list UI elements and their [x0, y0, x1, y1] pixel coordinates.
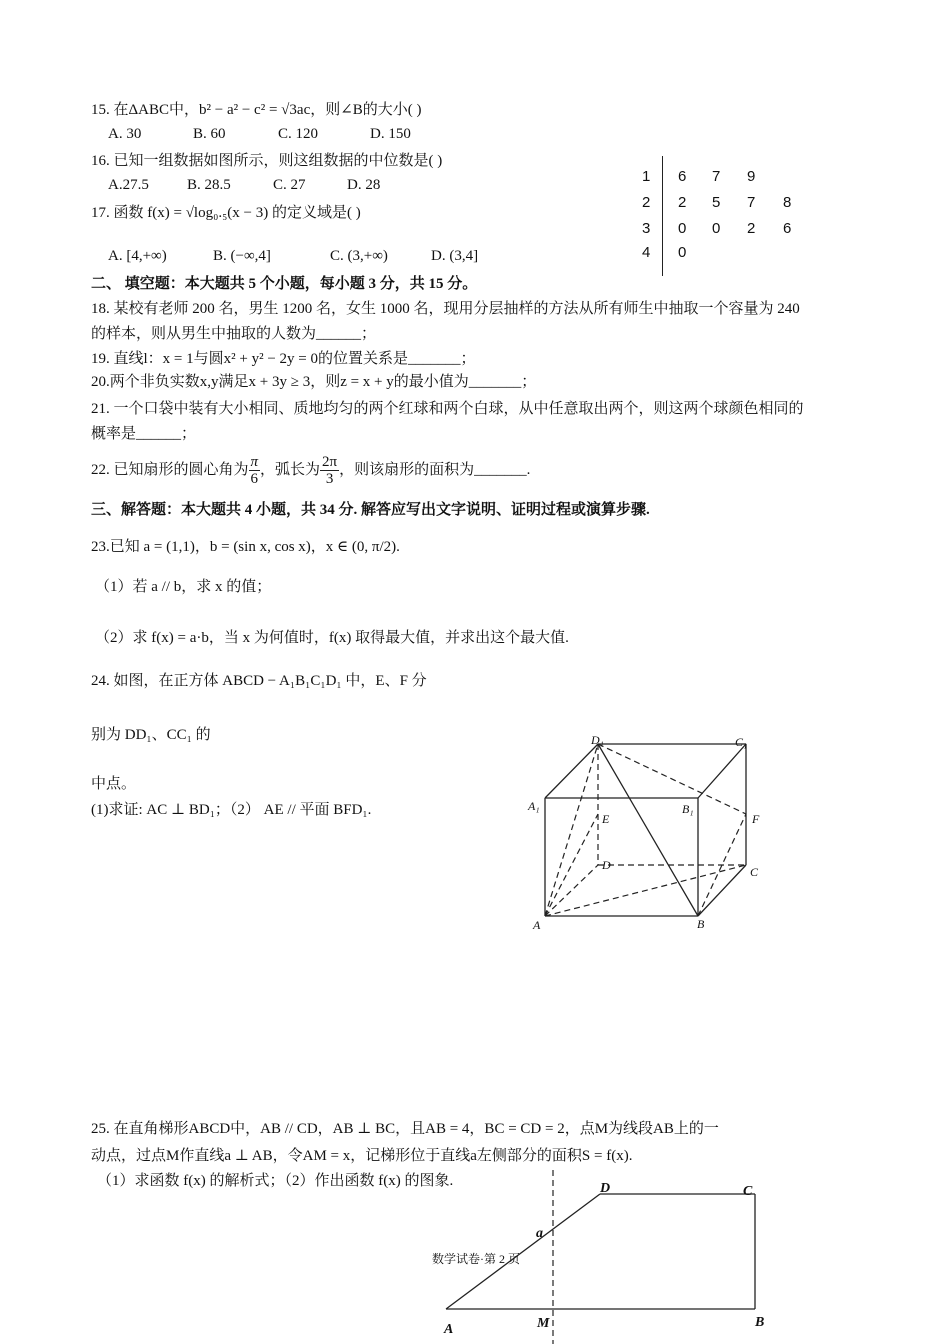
q16-option-a: A.27.5	[108, 177, 149, 193]
leaf-value: 0	[678, 220, 687, 237]
stem-value: 1	[642, 168, 651, 185]
q24-line4: (1)求证: AC ⊥ BD₁；（2） AE // 平面 BFD₁.	[91, 802, 372, 818]
q21-text: 21. 一个口袋中装有大小相同、质地均匀的两个红球和两个白球，从中任意取出两个，则这两个球颜色相同的概率是______；	[91, 401, 804, 442]
label-c: C	[743, 1184, 753, 1199]
leaf-value: 7	[712, 168, 721, 185]
q16-option-c: C. 27	[273, 177, 306, 193]
edge-a-d	[545, 865, 598, 916]
q24-line3: 中点。	[91, 776, 137, 792]
page-footer: 数学试卷·第 2 页	[432, 1252, 520, 1266]
q17-option-b: B. (−∞,4]	[213, 248, 271, 264]
diagonal-a-c	[545, 865, 746, 916]
q23-part2: （2）求 f(x) = a·b，当 x 为何值时，f(x) 取得最大值，并求出这个最大值.	[95, 630, 569, 646]
label-a-line: a	[536, 1226, 543, 1241]
q15-option-b: B. 60	[193, 126, 226, 142]
segment-d1-f	[598, 744, 746, 814]
q17-text: 17. 函数 f(x) = √log₀.₅(x − 3) 的定义域是( )	[91, 205, 361, 221]
q25-text2: 动点，过点M作直线a ⊥ AB，令AM = x，记梯形位于直线a左侧部分的面积S = f(x).	[91, 1148, 633, 1164]
q22-angle-fraction	[249, 454, 261, 487]
q22-text	[91, 452, 530, 488]
q22-angle-numerator: π	[250, 454, 259, 471]
stem-row-4	[630, 244, 830, 270]
leaf-value: 5	[712, 194, 721, 211]
q22-arc-denominator: 3	[325, 471, 334, 488]
q17-option-c: C. (3,+∞)	[330, 248, 388, 264]
q20-text: 20.两个非负实数x,y满足x + 3y ≥ 3，则z = x + y的最小值为_______；	[91, 374, 537, 390]
label-a: A	[444, 1322, 454, 1337]
stem-row-3	[630, 220, 830, 246]
label-b: B	[697, 917, 705, 931]
label-d1: D₁	[591, 733, 604, 747]
stem-value: 3	[642, 220, 651, 237]
q15-option-c: C. 120	[278, 126, 319, 142]
leaf-value: 0	[678, 244, 687, 261]
label-b1: B₁	[682, 802, 694, 816]
q22-mid: ，弧长为	[260, 462, 321, 478]
stem-value: 2	[642, 194, 651, 211]
leaf-value: 6	[783, 220, 792, 237]
stem-value: 4	[642, 244, 651, 261]
q18-text: 18. 某校有老师 200 名，男生 1200 名，女生 1000 名，现用分层抽样的方法从所有师生中抽取一个容量为 240 的样本，则从男生中抽取的人数为______；	[91, 301, 800, 342]
q22-arc-fraction	[320, 454, 339, 487]
q17-option-d: D. (3,4]	[431, 248, 479, 264]
q15-options	[108, 126, 411, 143]
label-b: B	[755, 1315, 765, 1330]
stem-row-2	[630, 194, 830, 220]
section-3-heading: 三、解答题：本大题共 4 小题，共 34 分. 解答应写出文字说明、证明过程或演算步骤.	[91, 502, 650, 518]
label-f: F	[752, 812, 760, 826]
label-c: C	[750, 865, 759, 879]
q17-option-a: A. [4,+∞)	[108, 248, 167, 264]
section-2-heading: 二、 填空题：本大题共 5 个小题，每小题 3 分，共 15 分。	[91, 276, 478, 292]
stem-leaf-plot	[630, 152, 830, 277]
q17-options	[108, 248, 478, 265]
q16-option-b: B. 28.5	[187, 177, 231, 193]
q16-options	[108, 177, 380, 194]
stem-row-1	[630, 168, 830, 194]
label-e: E	[602, 812, 610, 826]
q16-option-d: D. 28	[347, 177, 381, 193]
diagonal-a-d1	[545, 744, 598, 916]
label-c1: C₁	[735, 735, 748, 749]
q24-line2: 别为 DD₁、CC₁ 的	[91, 727, 211, 743]
q24-line1: 24. 如图，在正方体 ABCD − A₁B₁C₁D₁ 中，E、F 分	[91, 673, 427, 689]
label-d: D	[602, 858, 611, 872]
q15-text: 15. 在ΔABC中，b² − a² − c² = √3ac，则∠B的大小( )	[91, 102, 422, 118]
q15-option-a: A. 30	[108, 126, 142, 142]
q19-text: 19. 直线l：x = 1与圆x² + y² − 2y = 0的位置关系是_______；	[91, 351, 476, 367]
leaf-value: 2	[747, 220, 756, 237]
q23-part1: （1）若 a // b，求 x 的值；	[95, 579, 272, 595]
leaf-value: 0	[712, 220, 721, 237]
q25-text1: 25. 在直角梯形ABCD中，AB // CD，AB ⊥ BC，且AB = 4，BC = CD = 2，点M为线段AB上的一	[91, 1121, 719, 1137]
q25-text3: （1）求函数 f(x) 的解析式；（2）作出函数 f(x) 的图象.	[97, 1173, 454, 1189]
q22-pre: 22. 已知扇形的圆心角为	[91, 462, 249, 478]
leaf-value: 9	[747, 168, 756, 185]
q15-option-d: D. 150	[370, 126, 411, 142]
label-a: A	[533, 918, 541, 932]
leaf-value: 8	[783, 194, 792, 211]
leaf-value: 7	[747, 194, 756, 211]
label-m: M	[537, 1316, 550, 1331]
label-d: D	[600, 1181, 611, 1196]
label-a1: A₁	[528, 799, 540, 813]
leaf-value: 2	[678, 194, 687, 211]
q22-arc-numerator: 2π	[322, 454, 338, 471]
diagonal-d1-b	[598, 744, 698, 916]
edge-b1-c1	[698, 744, 746, 798]
edge-b-c	[698, 865, 746, 916]
q22-post: ，则该扇形的面积为_______.	[339, 462, 531, 478]
q22-angle-denominator: 6	[250, 471, 259, 488]
leaf-value: 6	[678, 168, 687, 185]
cube-figure	[520, 730, 780, 935]
q23-stem: 23.已知 a = (1,1)，b = (sin x, cos x)，x ∈ (0, π/2).	[91, 539, 400, 555]
q16-text: 16. 已知一组数据如图所示，则这组数据的中位数是( )	[91, 153, 443, 169]
